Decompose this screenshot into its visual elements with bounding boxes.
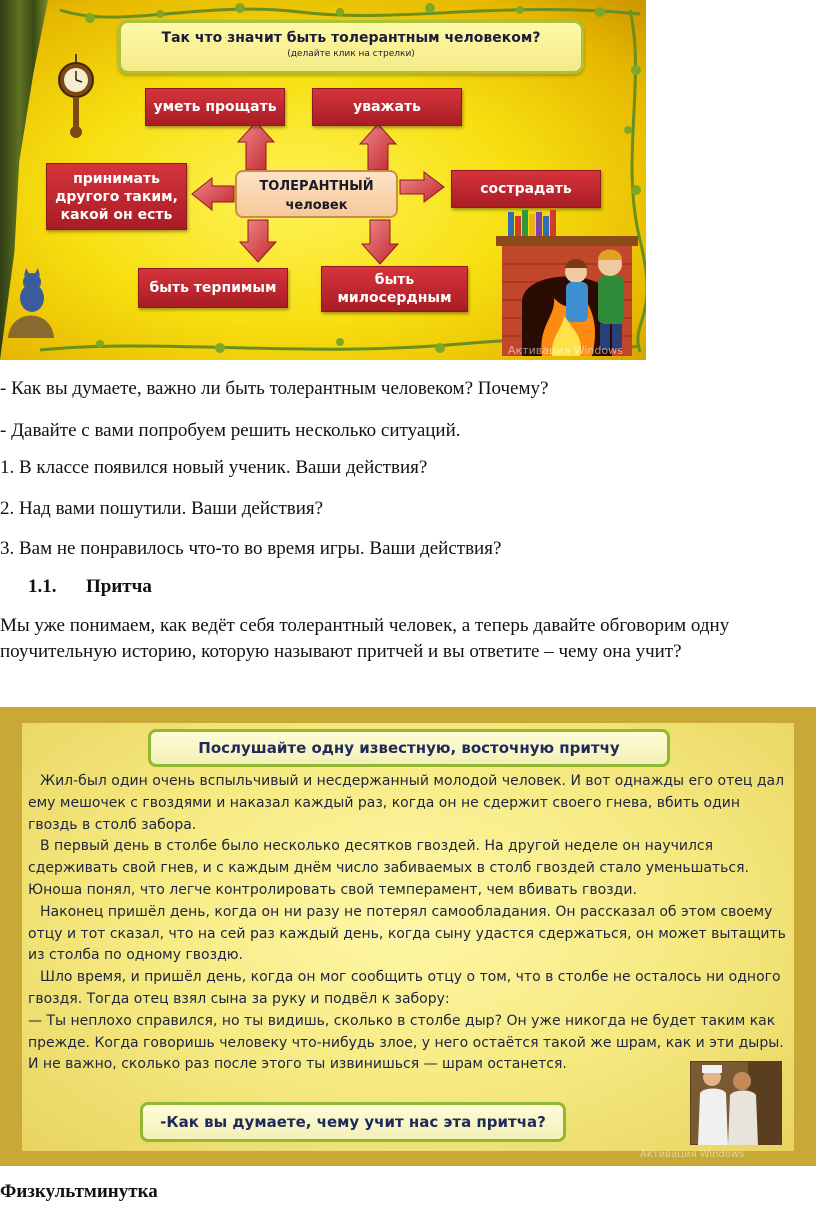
box-respect[interactable]: уважать [312, 88, 462, 126]
text-line-2: - Давайте с вами попробуем решить несколько ситуаций. [0, 420, 461, 441]
arrow-down-left [240, 220, 276, 262]
section-number: 1.1. [28, 576, 57, 597]
section-title: Притча [86, 576, 152, 597]
watermark-activation-2: Активация Windows [640, 1149, 745, 1160]
section-heading [28, 576, 152, 598]
question-box: -Как вы думаете, чему учит нас эта притча? [140, 1102, 566, 1142]
box-compassion[interactable]: сострадать [451, 170, 601, 208]
text-line-4: 2. Над вами пошутили. Ваши действия? [0, 498, 324, 519]
story-paragraph: Жил-был один очень вспыльчивый и несдержанный молодой человек. И вот однажды его отец дал ему мешочек с гвоздями и наказал каждый раз, когда он не сдержит своего гнева, вбить один гвоздь в столб забора. [28, 773, 785, 833]
box-forgive[interactable]: уметь прощать [145, 88, 285, 126]
intro-paragraph: Мы уже понимаем, как ведёт себя толерантный человек, а теперь давайте обговорим одну поучительную историю, которую называют притчей и вы ответите – чему она учит? [0, 615, 730, 662]
arrow-down-right [362, 220, 398, 264]
arrow-up-right [360, 124, 396, 170]
box-accept[interactable]: принимать другого таким, какой он есть [46, 163, 187, 230]
center-line1: ТОЛЕРАНТНЫЙ [259, 179, 374, 194]
box-merciful[interactable]: быть милосердным [321, 266, 468, 312]
story-paragraph: Шло время, и пришёл день, когда он мог сообщить отцу о том, что в столбе не осталось ни одного гвоздя. Тогда отец взял сына за руку и подвёл к забору: [28, 969, 781, 1007]
center-line2: человек [285, 198, 348, 213]
arrow-left [192, 178, 234, 210]
center-box-tolerant-person [235, 170, 398, 218]
box-tolerant[interactable]: быть терпимым [138, 268, 288, 308]
text-line-3: 1. В классе появился новый ученик. Ваши действия? [0, 457, 428, 478]
text-line-5: 3. Вам не понравилось что-то во время игры. Ваши действия? [0, 538, 502, 559]
story-paragraph: Наконец пришёл день, когда он ни разу не потерял самообладания. Он рассказал об этом своему отцу и тот сказал, что на сей раз каждый день, когда сыну удастся сдержаться, он может вытащить из столба по одному гвоздю. [28, 903, 786, 964]
slide-parable [0, 707, 816, 1166]
footer-heading: Физкультминутка [0, 1181, 158, 1202]
slide1-subtitle: (делайте клик на стрелки) [287, 49, 415, 59]
slide2-title: Послушайте одну известную, восточную притчу [148, 729, 670, 767]
arrow-right [400, 172, 444, 202]
arrow-up-left [238, 122, 274, 170]
parable-text [28, 771, 788, 1076]
slide1-title: Так что значит быть толерантным человеком? [161, 30, 541, 46]
father-and-son-illustration [690, 1061, 782, 1145]
story-paragraph: — Ты неплохо справился, но ты видишь, сколько в столбе дыр? Он уже никогда не будет таким как прежде. Когда говоришь человеку что-нибудь злое, у него остаётся такой же шрам, как и эти дыры. И не важно, сколько раз после этого ты извинишься — шрам останется. [28, 1012, 784, 1073]
watermark-activation: Активация Windows [508, 344, 623, 357]
slide-tolerant-person [0, 0, 646, 360]
text-line-1: - Как вы думаете, важно ли быть толерантным человеком? Почему? [0, 378, 549, 399]
story-paragraph: В первый день в столбе было несколько десятков гвоздей. На другой неделе он научился сдерживать свой гнев, и с каждым днём число забиваемых в столб гвоздей стало уменьшаться. Юноша понял, что легче контролировать свой темперамент, чем вбивать гвозди. [28, 838, 749, 898]
fireplace-with-children-illustration [488, 206, 646, 360]
